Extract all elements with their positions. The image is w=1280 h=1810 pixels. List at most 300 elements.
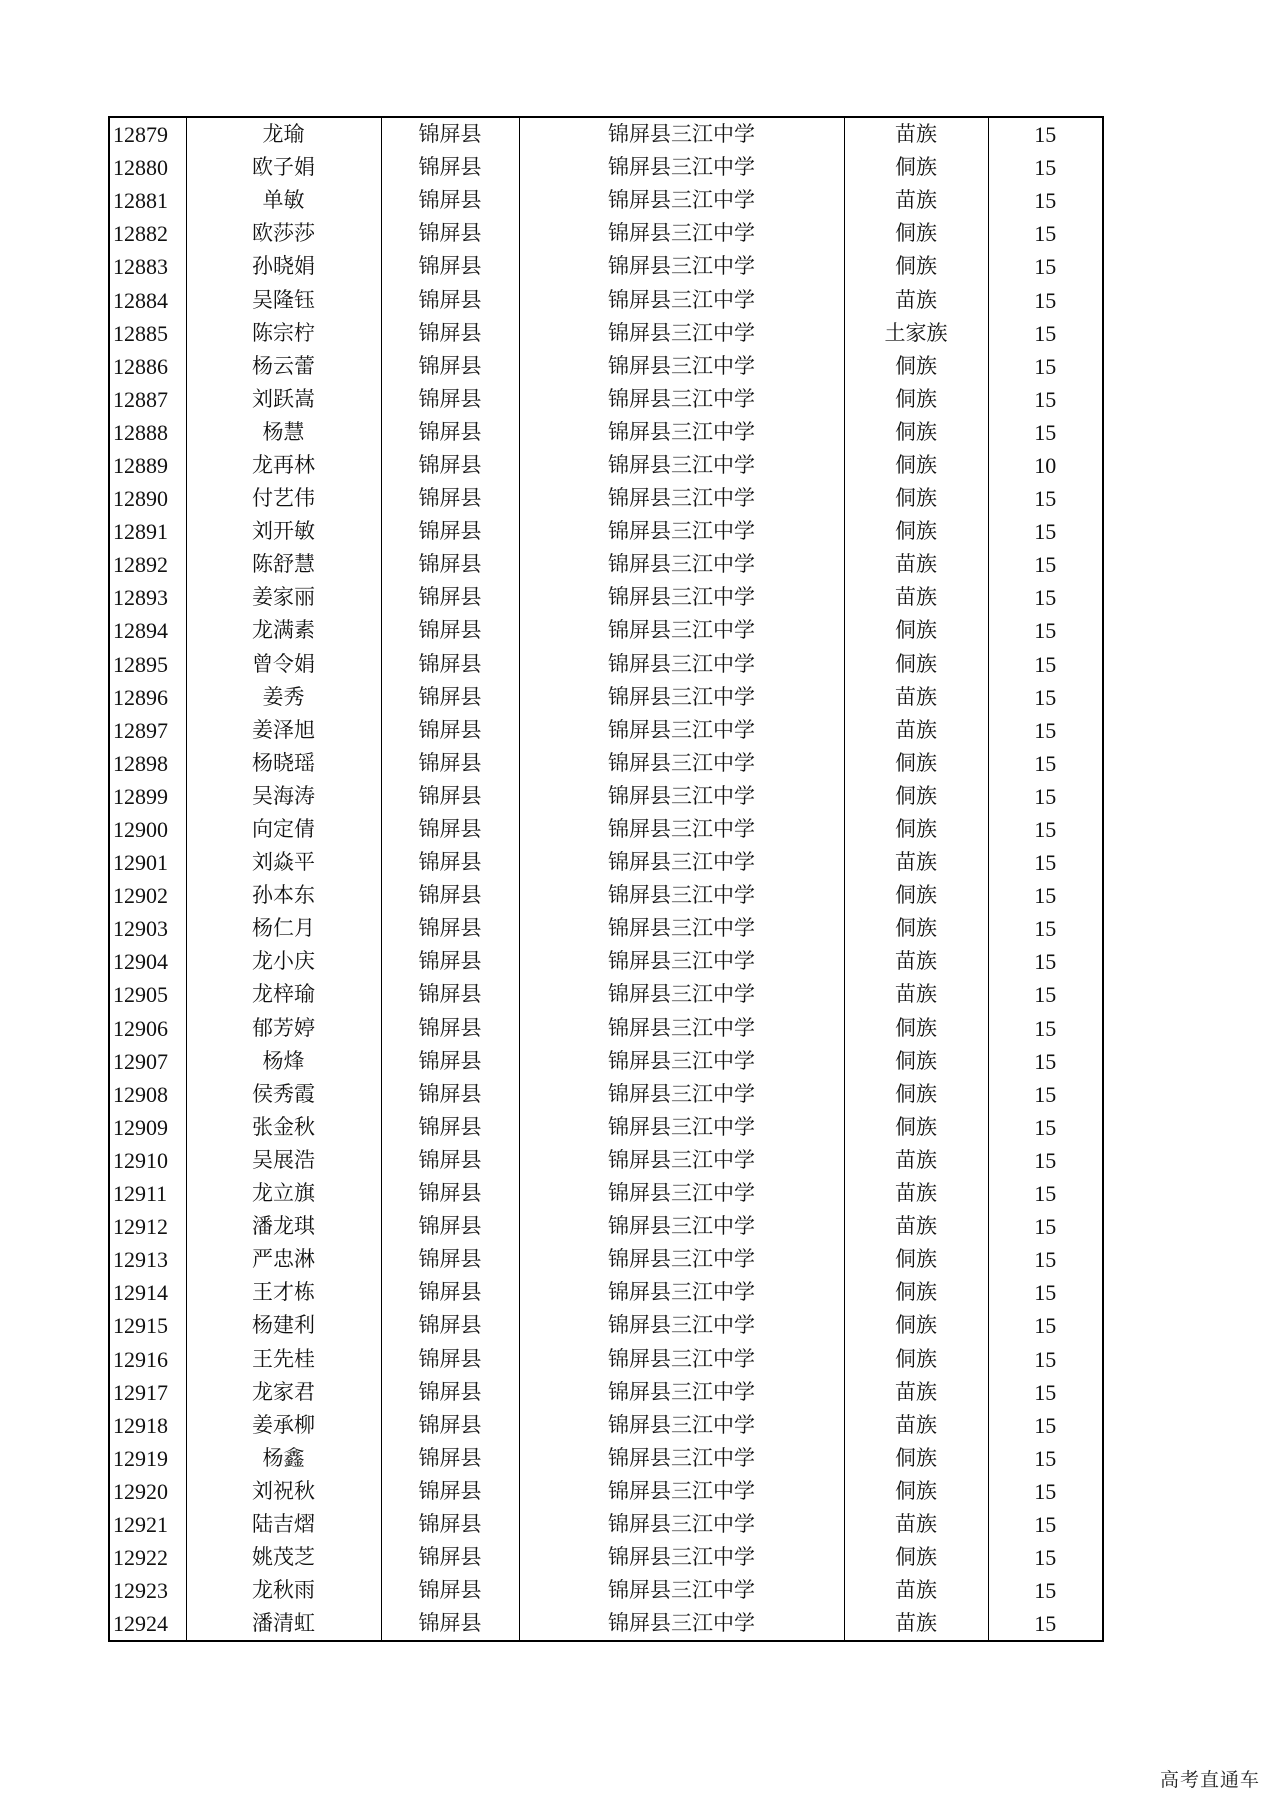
cell-score: 15 — [988, 581, 1103, 614]
cell-name: 潘龙琪 — [186, 1210, 381, 1243]
cell-number: 12889 — [109, 449, 186, 482]
cell-name: 龙秋雨 — [186, 1574, 381, 1607]
cell-county: 锦屏县 — [381, 1508, 519, 1541]
cell-score: 15 — [988, 1111, 1103, 1144]
cell-county: 锦屏县 — [381, 747, 519, 780]
cell-name: 吴海涛 — [186, 780, 381, 813]
cell-ethnicity: 侗族 — [844, 648, 988, 681]
cell-county: 锦屏县 — [381, 383, 519, 416]
cell-score: 15 — [988, 151, 1103, 184]
cell-county: 锦屏县 — [381, 846, 519, 879]
cell-school: 锦屏县三江中学 — [519, 250, 844, 283]
cell-school: 锦屏县三江中学 — [519, 1276, 844, 1309]
cell-school: 锦屏县三江中学 — [519, 1045, 844, 1078]
table-row — [109, 1376, 1103, 1409]
cell-number: 12888 — [109, 416, 186, 449]
cell-name: 龙满素 — [186, 614, 381, 647]
cell-school: 锦屏县三江中学 — [519, 978, 844, 1011]
cell-number: 12891 — [109, 515, 186, 548]
cell-number: 12901 — [109, 846, 186, 879]
cell-ethnicity: 侗族 — [844, 747, 988, 780]
cell-name: 吴展浩 — [186, 1144, 381, 1177]
cell-number: 12923 — [109, 1574, 186, 1607]
cell-number: 12905 — [109, 978, 186, 1011]
cell-ethnicity: 侗族 — [844, 1012, 988, 1045]
cell-name: 孙本东 — [186, 879, 381, 912]
cell-county: 锦屏县 — [381, 1376, 519, 1409]
watermark-text: 高考直通车 — [1159, 1769, 1260, 1791]
cell-score: 15 — [988, 1078, 1103, 1111]
cell-name: 姚茂芝 — [186, 1541, 381, 1574]
cell-number: 12921 — [109, 1508, 186, 1541]
cell-ethnicity: 侗族 — [844, 1276, 988, 1309]
cell-school: 锦屏县三江中学 — [519, 1342, 844, 1375]
cell-score: 15 — [988, 648, 1103, 681]
cell-ethnicity: 侗族 — [844, 250, 988, 283]
cell-score: 15 — [988, 614, 1103, 647]
cell-name: 刘焱平 — [186, 846, 381, 879]
cell-school: 锦屏县三江中学 — [519, 945, 844, 978]
cell-county: 锦屏县 — [381, 283, 519, 316]
cell-ethnicity: 苗族 — [844, 846, 988, 879]
cell-score: 15 — [988, 1045, 1103, 1078]
cell-score: 15 — [988, 350, 1103, 383]
cell-county: 锦屏县 — [381, 1243, 519, 1276]
table-row — [109, 317, 1103, 350]
cell-number: 12909 — [109, 1111, 186, 1144]
cell-number: 12920 — [109, 1475, 186, 1508]
cell-ethnicity: 侗族 — [844, 1442, 988, 1475]
cell-number: 12895 — [109, 648, 186, 681]
table-row — [109, 912, 1103, 945]
cell-school: 锦屏县三江中学 — [519, 416, 844, 449]
cell-ethnicity: 苗族 — [844, 283, 988, 316]
table-row — [109, 879, 1103, 912]
table-row — [109, 614, 1103, 647]
cell-score: 15 — [988, 1144, 1103, 1177]
cell-name: 龙小庆 — [186, 945, 381, 978]
cell-name: 张金秋 — [186, 1111, 381, 1144]
cell-score: 15 — [988, 383, 1103, 416]
cell-score: 15 — [988, 1409, 1103, 1442]
cell-ethnicity: 侗族 — [844, 1475, 988, 1508]
cell-name: 龙梓瑜 — [186, 978, 381, 1011]
table-row — [109, 416, 1103, 449]
table-row — [109, 747, 1103, 780]
cell-ethnicity: 苗族 — [844, 1607, 988, 1641]
cell-score: 15 — [988, 846, 1103, 879]
table-row — [109, 217, 1103, 250]
cell-ethnicity: 侗族 — [844, 1045, 988, 1078]
cell-school: 锦屏县三江中学 — [519, 1607, 844, 1641]
cell-school: 锦屏县三江中学 — [519, 283, 844, 316]
cell-county: 锦屏县 — [381, 945, 519, 978]
cell-county: 锦屏县 — [381, 614, 519, 647]
cell-score: 15 — [988, 780, 1103, 813]
cell-name: 杨建利 — [186, 1309, 381, 1342]
table-row — [109, 581, 1103, 614]
cell-county: 锦屏县 — [381, 1177, 519, 1210]
cell-ethnicity: 苗族 — [844, 714, 988, 747]
cell-name: 潘清虹 — [186, 1607, 381, 1641]
cell-school: 锦屏县三江中学 — [519, 1012, 844, 1045]
cell-name: 王才栋 — [186, 1276, 381, 1309]
cell-number: 12881 — [109, 184, 186, 217]
cell-score: 15 — [988, 184, 1103, 217]
cell-school: 锦屏县三江中学 — [519, 879, 844, 912]
cell-ethnicity: 侗族 — [844, 780, 988, 813]
cell-ethnicity: 苗族 — [844, 184, 988, 217]
cell-score: 15 — [988, 548, 1103, 581]
cell-school: 锦屏县三江中学 — [519, 614, 844, 647]
cell-county: 锦屏县 — [381, 548, 519, 581]
cell-name: 刘开敏 — [186, 515, 381, 548]
table-row — [109, 1012, 1103, 1045]
cell-number: 12906 — [109, 1012, 186, 1045]
cell-score: 15 — [988, 879, 1103, 912]
table-row — [109, 846, 1103, 879]
cell-ethnicity: 苗族 — [844, 681, 988, 714]
cell-score: 15 — [988, 714, 1103, 747]
cell-name: 郁芳婷 — [186, 1012, 381, 1045]
cell-county: 锦屏县 — [381, 879, 519, 912]
cell-name: 龙瑜 — [186, 117, 381, 151]
cell-score: 15 — [988, 945, 1103, 978]
cell-score: 15 — [988, 1243, 1103, 1276]
cell-number: 12886 — [109, 350, 186, 383]
cell-number: 12883 — [109, 250, 186, 283]
cell-ethnicity: 苗族 — [844, 1144, 988, 1177]
table-row — [109, 1409, 1103, 1442]
cell-county: 锦屏县 — [381, 1144, 519, 1177]
cell-ethnicity: 侗族 — [844, 1309, 988, 1342]
table-row — [109, 1607, 1103, 1641]
cell-ethnicity: 侗族 — [844, 1078, 988, 1111]
table-row — [109, 714, 1103, 747]
cell-ethnicity: 侗族 — [844, 813, 988, 846]
table-row — [109, 350, 1103, 383]
cell-score: 15 — [988, 117, 1103, 151]
cell-score: 15 — [988, 978, 1103, 1011]
cell-number: 12893 — [109, 581, 186, 614]
cell-county: 锦屏县 — [381, 780, 519, 813]
cell-number: 12903 — [109, 912, 186, 945]
student-table-body — [109, 117, 1103, 1641]
cell-score: 15 — [988, 1541, 1103, 1574]
cell-name: 杨慧 — [186, 416, 381, 449]
cell-county: 锦屏县 — [381, 1574, 519, 1607]
cell-score: 15 — [988, 747, 1103, 780]
cell-ethnicity: 土家族 — [844, 317, 988, 350]
cell-name: 杨晓瑶 — [186, 747, 381, 780]
cell-county: 锦屏县 — [381, 1442, 519, 1475]
cell-number: 12924 — [109, 1607, 186, 1641]
cell-ethnicity: 侗族 — [844, 879, 988, 912]
table-row — [109, 117, 1103, 151]
cell-school: 锦屏县三江中学 — [519, 648, 844, 681]
cell-school: 锦屏县三江中学 — [519, 1508, 844, 1541]
cell-school: 锦屏县三江中学 — [519, 912, 844, 945]
cell-county: 锦屏县 — [381, 1045, 519, 1078]
cell-school: 锦屏县三江中学 — [519, 1078, 844, 1111]
cell-score: 15 — [988, 1574, 1103, 1607]
cell-score: 15 — [988, 250, 1103, 283]
cell-county: 锦屏县 — [381, 416, 519, 449]
cell-county: 锦屏县 — [381, 151, 519, 184]
cell-county: 锦屏县 — [381, 250, 519, 283]
cell-name: 龙再林 — [186, 449, 381, 482]
cell-school: 锦屏县三江中学 — [519, 681, 844, 714]
cell-ethnicity: 苗族 — [844, 581, 988, 614]
cell-name: 姜泽旭 — [186, 714, 381, 747]
cell-name: 侯秀霞 — [186, 1078, 381, 1111]
cell-school: 锦屏县三江中学 — [519, 714, 844, 747]
cell-county: 锦屏县 — [381, 117, 519, 151]
cell-number: 12902 — [109, 879, 186, 912]
table-row — [109, 1111, 1103, 1144]
cell-name: 杨云蕾 — [186, 350, 381, 383]
cell-county: 锦屏县 — [381, 714, 519, 747]
cell-ethnicity: 苗族 — [844, 1508, 988, 1541]
cell-school: 锦屏县三江中学 — [519, 1442, 844, 1475]
cell-number: 12887 — [109, 383, 186, 416]
cell-ethnicity: 侗族 — [844, 515, 988, 548]
table-row — [109, 1508, 1103, 1541]
cell-school: 锦屏县三江中学 — [519, 1309, 844, 1342]
cell-school: 锦屏县三江中学 — [519, 117, 844, 151]
cell-county: 锦屏县 — [381, 1475, 519, 1508]
cell-school: 锦屏县三江中学 — [519, 1541, 844, 1574]
table-row — [109, 1309, 1103, 1342]
cell-name: 姜家丽 — [186, 581, 381, 614]
cell-ethnicity: 苗族 — [844, 945, 988, 978]
table-row — [109, 515, 1103, 548]
cell-number: 12916 — [109, 1342, 186, 1375]
table-row — [109, 978, 1103, 1011]
cell-score: 10 — [988, 449, 1103, 482]
cell-school: 锦屏县三江中学 — [519, 1574, 844, 1607]
cell-number: 12911 — [109, 1177, 186, 1210]
cell-score: 15 — [988, 1276, 1103, 1309]
cell-number: 12918 — [109, 1409, 186, 1442]
cell-ethnicity: 侗族 — [844, 1111, 988, 1144]
cell-score: 15 — [988, 1342, 1103, 1375]
cell-number: 12922 — [109, 1541, 186, 1574]
cell-county: 锦屏县 — [381, 515, 519, 548]
cell-county: 锦屏县 — [381, 1210, 519, 1243]
cell-county: 锦屏县 — [381, 1309, 519, 1342]
cell-name: 刘跃嵩 — [186, 383, 381, 416]
cell-score: 15 — [988, 416, 1103, 449]
cell-number: 12885 — [109, 317, 186, 350]
cell-school: 锦屏县三江中学 — [519, 747, 844, 780]
cell-county: 锦屏县 — [381, 1111, 519, 1144]
cell-number: 12882 — [109, 217, 186, 250]
cell-name: 陈舒慧 — [186, 548, 381, 581]
cell-county: 锦屏县 — [381, 1541, 519, 1574]
table-row — [109, 1243, 1103, 1276]
table-row — [109, 945, 1103, 978]
cell-name: 陆吉熠 — [186, 1508, 381, 1541]
table-row — [109, 184, 1103, 217]
cell-ethnicity: 苗族 — [844, 1177, 988, 1210]
cell-school: 锦屏县三江中学 — [519, 317, 844, 350]
cell-school: 锦屏县三江中学 — [519, 1144, 844, 1177]
cell-name: 杨鑫 — [186, 1442, 381, 1475]
cell-name: 单敏 — [186, 184, 381, 217]
cell-county: 锦屏县 — [381, 317, 519, 350]
cell-number: 12919 — [109, 1442, 186, 1475]
cell-county: 锦屏县 — [381, 1012, 519, 1045]
cell-county: 锦屏县 — [381, 813, 519, 846]
cell-school: 锦屏县三江中学 — [519, 581, 844, 614]
student-table — [108, 116, 1104, 1642]
cell-school: 锦屏县三江中学 — [519, 1210, 844, 1243]
table-row — [109, 283, 1103, 316]
cell-number: 12884 — [109, 283, 186, 316]
cell-score: 15 — [988, 1210, 1103, 1243]
cell-score: 15 — [988, 1309, 1103, 1342]
cell-school: 锦屏县三江中学 — [519, 1475, 844, 1508]
cell-number: 12899 — [109, 780, 186, 813]
cell-county: 锦屏县 — [381, 482, 519, 515]
table-row — [109, 1342, 1103, 1375]
cell-ethnicity: 侗族 — [844, 1243, 988, 1276]
cell-county: 锦屏县 — [381, 1409, 519, 1442]
cell-school: 锦屏县三江中学 — [519, 1243, 844, 1276]
table-row — [109, 681, 1103, 714]
cell-ethnicity: 侗族 — [844, 482, 988, 515]
cell-county: 锦屏县 — [381, 1276, 519, 1309]
cell-name: 杨仁月 — [186, 912, 381, 945]
cell-county: 锦屏县 — [381, 217, 519, 250]
cell-name: 曾令娟 — [186, 648, 381, 681]
cell-score: 15 — [988, 1177, 1103, 1210]
cell-ethnicity: 苗族 — [844, 548, 988, 581]
table-row — [109, 548, 1103, 581]
cell-ethnicity: 侗族 — [844, 416, 988, 449]
cell-name: 姜承柳 — [186, 1409, 381, 1442]
cell-school: 锦屏县三江中学 — [519, 482, 844, 515]
cell-ethnicity: 苗族 — [844, 1409, 988, 1442]
cell-ethnicity: 侗族 — [844, 217, 988, 250]
cell-number: 12900 — [109, 813, 186, 846]
cell-name: 陈宗柠 — [186, 317, 381, 350]
cell-name: 杨烽 — [186, 1045, 381, 1078]
cell-county: 锦屏县 — [381, 184, 519, 217]
cell-name: 王先桂 — [186, 1342, 381, 1375]
cell-county: 锦屏县 — [381, 648, 519, 681]
table-row — [109, 1078, 1103, 1111]
cell-score: 15 — [988, 317, 1103, 350]
cell-number: 12910 — [109, 1144, 186, 1177]
table-row — [109, 1475, 1103, 1508]
cell-number: 12880 — [109, 151, 186, 184]
cell-county: 锦屏县 — [381, 681, 519, 714]
cell-school: 锦屏县三江中学 — [519, 350, 844, 383]
cell-number: 12912 — [109, 1210, 186, 1243]
cell-number: 12904 — [109, 945, 186, 978]
table-row — [109, 1144, 1103, 1177]
cell-school: 锦屏县三江中学 — [519, 1177, 844, 1210]
cell-school: 锦屏县三江中学 — [519, 515, 844, 548]
table-row — [109, 1541, 1103, 1574]
cell-number: 12890 — [109, 482, 186, 515]
cell-number: 12897 — [109, 714, 186, 747]
cell-name: 龙家君 — [186, 1376, 381, 1409]
cell-score: 15 — [988, 1442, 1103, 1475]
cell-name: 吴隆钰 — [186, 283, 381, 316]
cell-number: 12908 — [109, 1078, 186, 1111]
cell-number: 12879 — [109, 117, 186, 151]
table-row — [109, 151, 1103, 184]
cell-number: 12907 — [109, 1045, 186, 1078]
cell-score: 15 — [988, 813, 1103, 846]
table-row — [109, 780, 1103, 813]
cell-number: 12898 — [109, 747, 186, 780]
cell-ethnicity: 苗族 — [844, 978, 988, 1011]
cell-score: 15 — [988, 217, 1103, 250]
cell-name: 孙晓娟 — [186, 250, 381, 283]
cell-number: 12917 — [109, 1376, 186, 1409]
cell-county: 锦屏县 — [381, 1342, 519, 1375]
cell-school: 锦屏县三江中学 — [519, 846, 844, 879]
table-row — [109, 1442, 1103, 1475]
cell-school: 锦屏县三江中学 — [519, 780, 844, 813]
cell-school: 锦屏县三江中学 — [519, 1409, 844, 1442]
cell-number: 12896 — [109, 681, 186, 714]
cell-school: 锦屏县三江中学 — [519, 184, 844, 217]
table-row — [109, 383, 1103, 416]
cell-ethnicity: 侗族 — [844, 1541, 988, 1574]
cell-score: 15 — [988, 515, 1103, 548]
cell-county: 锦屏县 — [381, 1607, 519, 1641]
cell-school: 锦屏县三江中学 — [519, 813, 844, 846]
cell-ethnicity: 侗族 — [844, 350, 988, 383]
cell-score: 15 — [988, 681, 1103, 714]
cell-name: 姜秀 — [186, 681, 381, 714]
table-row — [109, 1276, 1103, 1309]
cell-score: 15 — [988, 1376, 1103, 1409]
cell-ethnicity: 苗族 — [844, 1574, 988, 1607]
cell-school: 锦屏县三江中学 — [519, 1376, 844, 1409]
cell-county: 锦屏县 — [381, 912, 519, 945]
cell-number: 12914 — [109, 1276, 186, 1309]
cell-score: 15 — [988, 1012, 1103, 1045]
cell-name: 欧子娟 — [186, 151, 381, 184]
cell-number: 12915 — [109, 1309, 186, 1342]
cell-score: 15 — [988, 1607, 1103, 1641]
table-row — [109, 250, 1103, 283]
table-row — [109, 1574, 1103, 1607]
cell-score: 15 — [988, 283, 1103, 316]
cell-name: 龙立旗 — [186, 1177, 381, 1210]
cell-name: 刘祝秋 — [186, 1475, 381, 1508]
cell-school: 锦屏县三江中学 — [519, 548, 844, 581]
cell-school: 锦屏县三江中学 — [519, 449, 844, 482]
cell-county: 锦屏县 — [381, 978, 519, 1011]
table-row — [109, 813, 1103, 846]
cell-school: 锦屏县三江中学 — [519, 151, 844, 184]
cell-number: 12892 — [109, 548, 186, 581]
table-row — [109, 1177, 1103, 1210]
table-row — [109, 482, 1103, 515]
cell-school: 锦屏县三江中学 — [519, 1111, 844, 1144]
cell-score: 15 — [988, 912, 1103, 945]
cell-ethnicity: 侗族 — [844, 1342, 988, 1375]
cell-ethnicity: 侗族 — [844, 151, 988, 184]
table-row — [109, 1045, 1103, 1078]
